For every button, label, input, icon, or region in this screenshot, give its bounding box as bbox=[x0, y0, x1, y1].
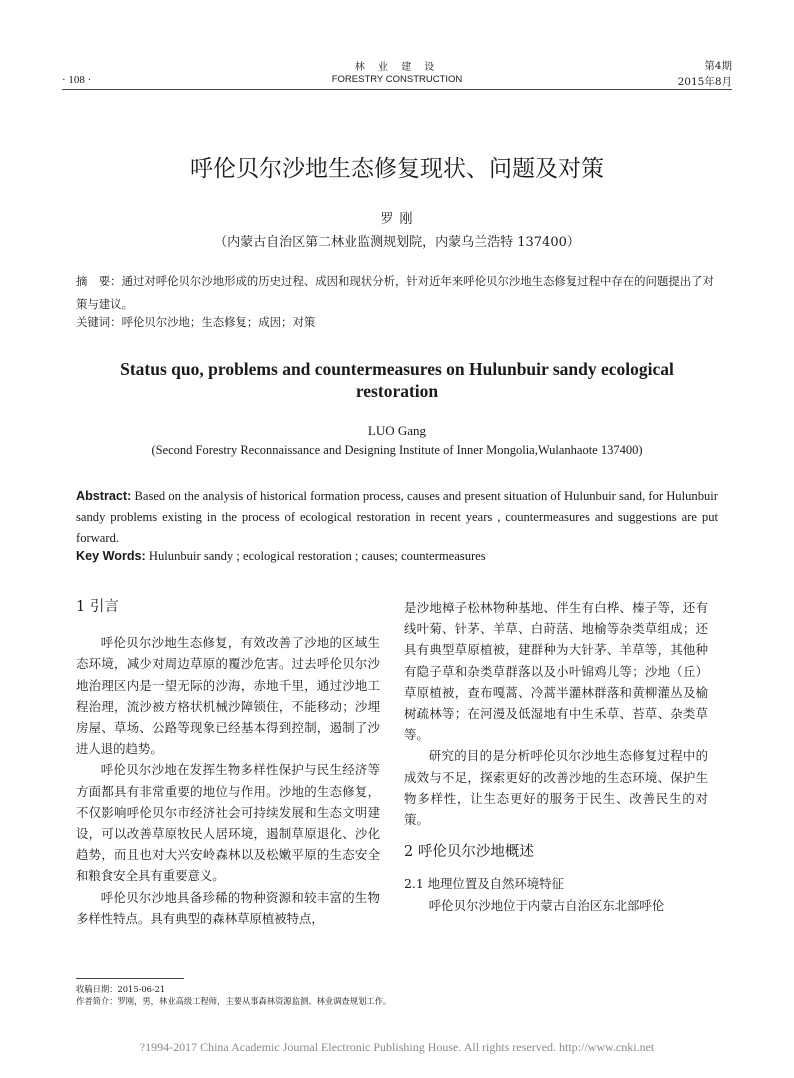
purpose-paragraph: 研究的目的是分析呼伦贝尔沙地生态修复过程中的成效与不足，探索更好的改善沙地的生态环境、保护生物多样性，让生态更好的服务于民生、改善民生的对策。 bbox=[404, 748, 708, 828]
footnote-author-bio: 作者简介：罗刚，男，林业高级工程师，主要从事森林资源监测、林业调查规划工作。 bbox=[76, 996, 392, 1006]
affiliation-en: (Second Forestry Reconnaissance and Designing Institute of Inner Mongolia,Wulanhaote 137400) bbox=[151, 443, 643, 457]
abstract-cn-label: 摘 要： bbox=[76, 274, 122, 288]
section-2-1-paragraph: 呼伦贝尔沙地位于内蒙古自治区东北部呼伦 bbox=[428, 897, 665, 913]
issue-date: 2015年8月 bbox=[677, 76, 732, 88]
journal-name-en: FORESTRY CONSTRUCTION bbox=[331, 74, 463, 85]
keywords-en-text: Hulunbuir sandy ; ecological restoration ; causes; countermeasures bbox=[145, 549, 486, 563]
abstract-en-label: Abstract: bbox=[76, 489, 132, 503]
section-2-heading: 2 呼伦贝尔沙地概述 bbox=[404, 844, 534, 861]
abstract-cn bbox=[76, 270, 716, 316]
body-column-right bbox=[404, 597, 708, 916]
keywords-cn-text: 呼伦贝尔沙地；生态修复；成因；对策 bbox=[121, 315, 316, 329]
section-1-paragraph: 呼伦贝尔沙地在发挥生物多样性保护与民生经济等方面都具有非常重要的地位与作用。沙地的生态修复，不仅影响呼伦贝尔市经济社会可持续发展和生态文明建设，可以改善草原牧民人居环境，遏制草原退化、沙化趋势，而且也对大兴安岭森林以及松嫩平原的生态安全和粮食安全具有重要意义。 bbox=[76, 762, 380, 884]
abstract-en-text: Based on the analysis of historical formation process, causes and present situation of Hulunbuir sand, for Hulunbuir sandy problems existing in the process of ecological restoration in recent years , countermeasures and suggestions are put forward. bbox=[76, 489, 718, 545]
keywords-en bbox=[76, 549, 718, 564]
author-en: LUO Gang bbox=[367, 423, 427, 438]
footnote-received: 收稿日期：2015-06-21 bbox=[76, 984, 166, 994]
section-1-paragraph: 呼伦贝尔沙地具备珍稀的物种资源和较丰富的生物多样性特点。具有典型的森林草原植被特点， bbox=[76, 889, 380, 926]
journal-name-cn: 林 业 建 设 bbox=[354, 62, 440, 73]
footnote-rule bbox=[76, 978, 184, 979]
continued-paragraph: 是沙地樟子松林物种基地、伴生有白桦、榛子等，还有线叶菊、针茅、羊草、白莳萿、地榆等杂类草组成；还具有典型草原植被，建群种为大针茅、羊草等，其他种有隐子草和杂类草群落以及小叶锦鸡儿等；沙地（丘）草原植被，查布嘎蒿、冷蒿半灌林群落和黄柳灌丛及榆树疏林等；在河漫及低湿地有中生禾草、苔草、杂类草等。 bbox=[404, 600, 708, 743]
body-column-left bbox=[76, 597, 380, 929]
keywords-en-label: Key Words: bbox=[76, 549, 146, 563]
keywords-cn bbox=[76, 314, 716, 330]
header-rule bbox=[62, 89, 732, 90]
title-cn: 呼伦贝尔沙地生态修复现状、问题及对策 bbox=[190, 156, 604, 182]
abstract-en bbox=[76, 486, 718, 549]
keywords-cn-label: 关键词： bbox=[76, 315, 122, 329]
section-2-1-heading: 2.1 地理位置及自然环境特征 bbox=[404, 876, 564, 892]
issue-number: 第4期 bbox=[704, 60, 732, 72]
page-number: · 108 · bbox=[62, 74, 92, 86]
copyright-notice: ?1994-2017 China Academic Journal Electronic Publishing House. All rights reserved. http://www.cnki.net bbox=[139, 1040, 655, 1054]
affiliation-cn: （内蒙古自治区第二林业监测规划院，内蒙乌兰浩特 137400） bbox=[214, 235, 580, 250]
section-1-heading: 1 引言 bbox=[76, 599, 119, 615]
section-1-paragraph: 呼伦贝尔沙地生态修复，有效改善了沙地的区域生态环境，减少对周边草原的覆沙危害。过去呼伦贝尔沙地治理区内是一望无际的沙海，赤地千里，通过沙地工程治理，流沙被方格状机械沙障锁住，不能移动；沙埋房屋、草场、公路等现象已经基本得到控制，遏制了沙进人退的趋势。 bbox=[76, 635, 380, 757]
abstract-cn-text: 通过对呼伦贝尔沙地形成的历史过程、成因和现状分析，针对近年来呼伦贝尔沙地生态修复过程中存在的问题提出了对策与建议。 bbox=[76, 274, 714, 311]
author-cn: 罗 刚 bbox=[380, 212, 414, 227]
title-en: Status quo, problems and countermeasures on Hulunbuir sandy ecological restoration bbox=[120, 359, 674, 401]
